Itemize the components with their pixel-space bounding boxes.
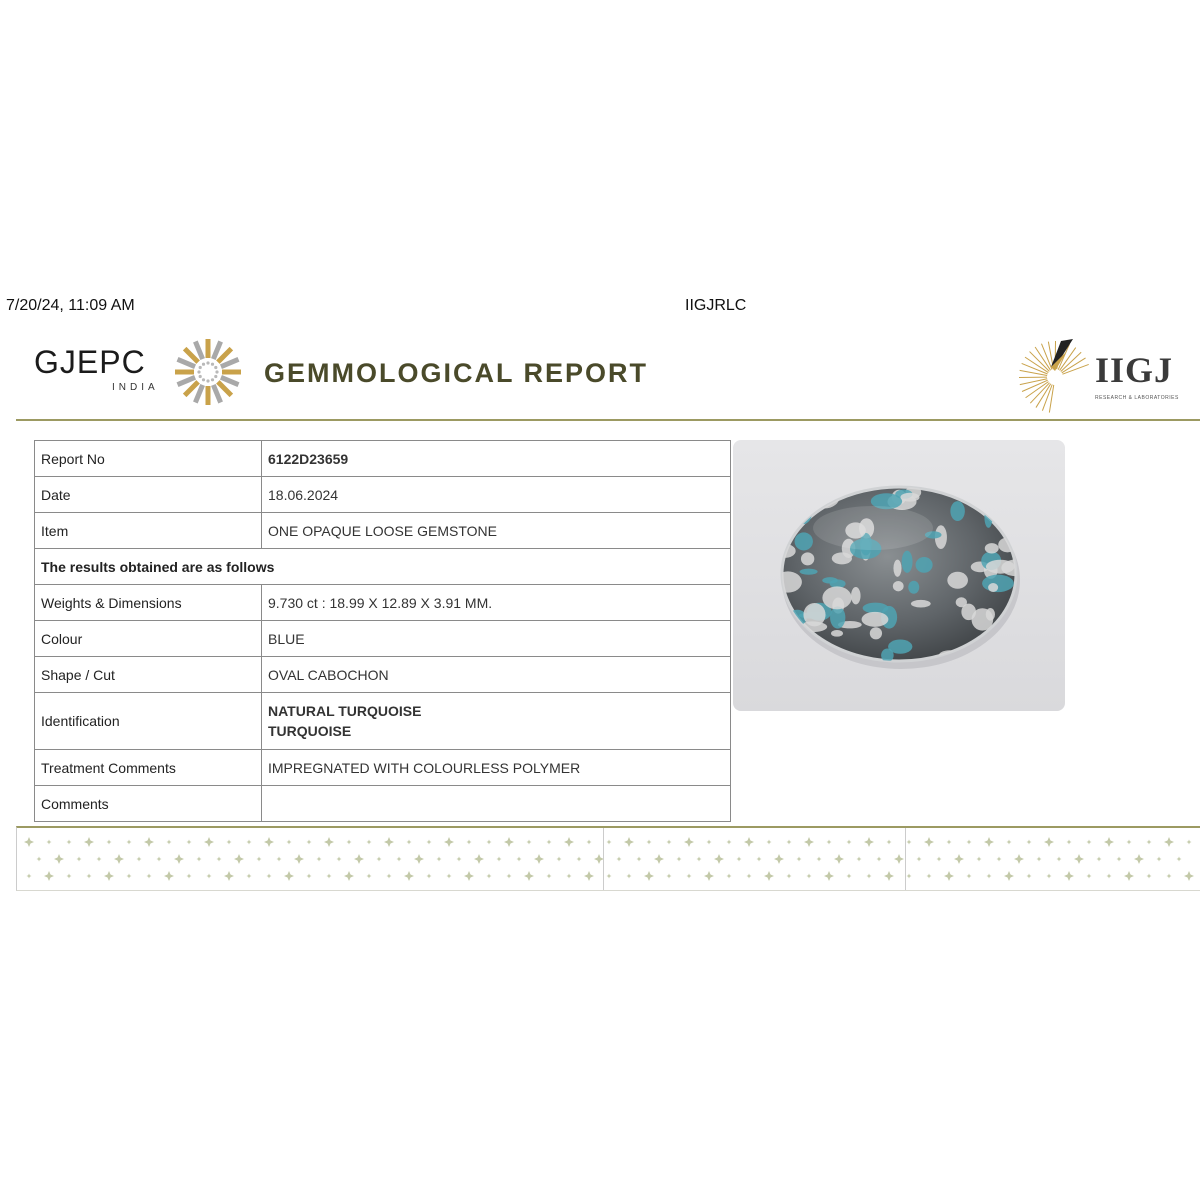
table-row — [35, 513, 731, 549]
results-heading: The results obtained are as follows — [35, 549, 731, 585]
treatment-value: IMPREGNATED WITH COLOURLESS POLYMER — [262, 750, 731, 786]
iigj-logo — [1015, 337, 1200, 413]
iigj-logo-subtext: RESEARCH & LABORATORIES — [1095, 395, 1179, 401]
treatment-label: Treatment Comments — [35, 750, 262, 786]
item-label: Item — [35, 513, 262, 549]
table-row — [35, 621, 731, 657]
table-row — [35, 693, 731, 750]
gjepc-sunburst-icon — [172, 336, 244, 408]
identification-label: Identification — [35, 693, 262, 750]
colour-label: Colour — [35, 621, 262, 657]
table-row — [35, 477, 731, 513]
gjepc-logo — [34, 336, 254, 408]
identification-line-1: NATURAL TURQUOISE — [268, 703, 422, 719]
band-divider — [905, 828, 906, 890]
table-row — [35, 750, 731, 786]
report-no-value: 6122D23659 — [262, 441, 731, 477]
gjepc-logo-subtext: INDIA — [112, 382, 159, 393]
print-timestamp: 7/20/24, 11:09 AM — [6, 297, 135, 314]
date-label: Date — [35, 477, 262, 513]
identification-line-2: TURQUOISE — [268, 723, 352, 739]
gjepc-logo-text: GJEPC — [34, 344, 146, 380]
shape-label: Shape / Cut — [35, 657, 262, 693]
shape-value: OVAL CABOCHON — [262, 657, 731, 693]
report-no-label: Report No — [35, 441, 262, 477]
date-value: 18.06.2024 — [262, 477, 731, 513]
table-row — [35, 441, 731, 477]
sparkle-pattern-icon — [17, 828, 1200, 890]
gemstone-image — [733, 440, 1065, 711]
table-row — [35, 549, 731, 585]
weights-label: Weights & Dimensions — [35, 585, 262, 621]
report-table — [34, 440, 731, 822]
iigj-starburst-icon — [1015, 337, 1095, 413]
item-value: ONE OPAQUE LOOSE GEMSTONE — [262, 513, 731, 549]
comments-label: Comments — [35, 786, 262, 822]
weights-value: 9.730 ct : 18.99 X 12.89 X 3.91 MM. — [262, 585, 731, 621]
colour-value: BLUE — [262, 621, 731, 657]
report-title: GEMMOLOGICAL REPORT — [264, 358, 649, 388]
comments-value — [262, 786, 731, 822]
identification-value — [262, 693, 731, 750]
iigj-logo-text: IIGJ — [1095, 350, 1174, 390]
print-document-title: IIGJRLC — [685, 297, 747, 314]
table-row — [35, 657, 731, 693]
table-row — [35, 585, 731, 621]
gemstone-photo — [733, 440, 1065, 711]
header-divider — [16, 419, 1200, 421]
decorative-star-band — [16, 826, 1200, 891]
table-row — [35, 786, 731, 822]
band-divider — [603, 828, 604, 890]
